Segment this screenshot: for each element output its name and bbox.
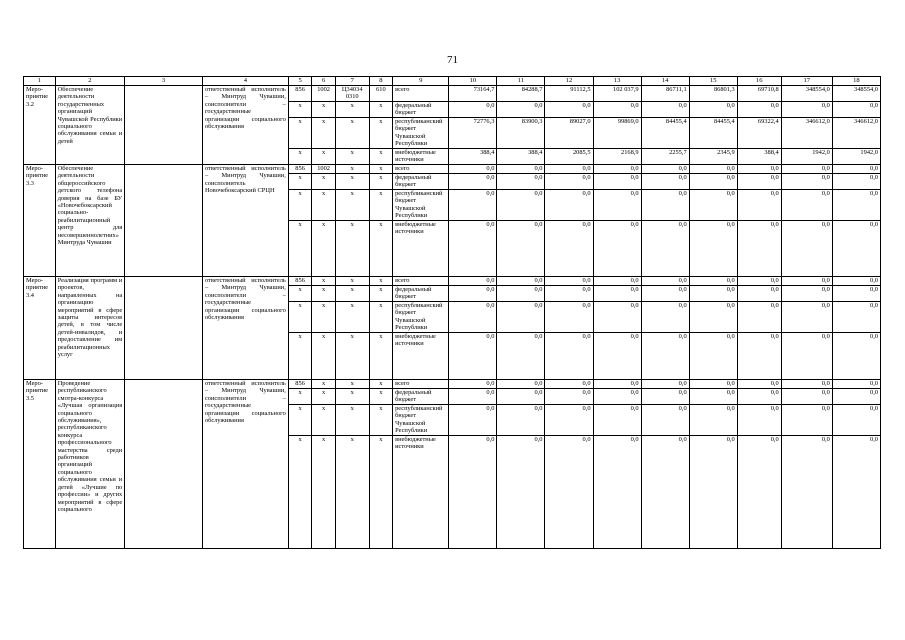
header-cell: 7 — [335, 77, 369, 86]
header-cell: 3 — [125, 77, 203, 86]
code-section: x — [312, 221, 336, 277]
funding-value: 0,0 — [832, 286, 880, 302]
funding-source: федеральный бюджет — [393, 389, 449, 405]
funding-value: 0,0 — [449, 302, 497, 333]
code-target-article: x — [335, 286, 369, 302]
funding-value: 0,0 — [737, 277, 781, 286]
code-section: 1002 — [312, 86, 336, 102]
funding-source: всего — [393, 165, 449, 174]
code-grbs: x — [288, 149, 312, 165]
funding-value: 0,0 — [781, 333, 832, 380]
funding-value: 346612,0 — [781, 118, 832, 149]
code-grbs: x — [288, 174, 312, 190]
measure-name: Меро-приятие 3.2 — [24, 86, 56, 165]
funding-source: федеральный бюджет — [393, 174, 449, 190]
code-grbs: x — [288, 221, 312, 277]
funding-value: 0,0 — [689, 221, 737, 277]
funding-value: 0,0 — [641, 286, 689, 302]
funding-value: 0,0 — [497, 436, 545, 549]
funding-value: 0,0 — [832, 174, 880, 190]
code-section: x — [312, 302, 336, 333]
header-cell: 17 — [781, 77, 832, 86]
code-target-article: x — [335, 302, 369, 333]
header-cell: 6 — [312, 77, 336, 86]
code-section: x — [312, 389, 336, 405]
funding-value: 0,0 — [689, 190, 737, 221]
funding-value: 0,0 — [689, 333, 737, 380]
funding-value: 0,0 — [593, 302, 641, 333]
measure-col3 — [125, 86, 203, 165]
code-expense-type: x — [369, 302, 393, 333]
funding-value: 84288,7 — [497, 86, 545, 102]
funding-value: 346612,0 — [832, 118, 880, 149]
funding-value: 0,0 — [781, 190, 832, 221]
funding-value: 0,0 — [545, 380, 593, 389]
header-cell: 10 — [449, 77, 497, 86]
funding-value: 0,0 — [689, 380, 737, 389]
funding-value: 0,0 — [449, 286, 497, 302]
header-cell: 16 — [737, 77, 781, 86]
code-expense-type: x — [369, 221, 393, 277]
funding-value: 0,0 — [689, 405, 737, 436]
funding-value: 0,0 — [449, 174, 497, 190]
code-section: x — [312, 102, 336, 118]
funding-value: 0,0 — [545, 102, 593, 118]
funding-value: 0,0 — [449, 333, 497, 380]
funding-value: 0,0 — [689, 277, 737, 286]
funding-value: 0,0 — [781, 436, 832, 549]
funding-value: 0,0 — [641, 405, 689, 436]
funding-value: 0,0 — [593, 389, 641, 405]
funding-value: 0,0 — [832, 380, 880, 389]
funding-value: 0,0 — [497, 286, 545, 302]
funding-value: 0,0 — [781, 277, 832, 286]
code-expense-type: x — [369, 333, 393, 380]
code-target-article: x — [335, 277, 369, 286]
funding-value: 0,0 — [497, 221, 545, 277]
funding-value: 0,0 — [641, 190, 689, 221]
funding-source: всего — [393, 86, 449, 102]
funding-value: 0,0 — [737, 380, 781, 389]
funding-value: 89027,0 — [545, 118, 593, 149]
measure-description: Проведение республиканского смотра-конкурса «Лучшая организация социального обслуживания», республиканского конкурса профессионального мастерства среди работников организаций социального обслуживания семьи и детей «Лучшие по профессии» и других мероприятий в сфере социального — [55, 380, 125, 549]
code-expense-type: x — [369, 174, 393, 190]
funding-value: 0,0 — [832, 165, 880, 174]
code-section: x — [312, 118, 336, 149]
funding-value: 0,0 — [781, 286, 832, 302]
code-expense-type: x — [369, 389, 393, 405]
code-expense-type: x — [369, 165, 393, 174]
funding-value: 0,0 — [545, 302, 593, 333]
funding-value: 0,0 — [545, 165, 593, 174]
funding-value: 0,0 — [449, 389, 497, 405]
funding-value: 0,0 — [545, 277, 593, 286]
funding-value: 0,0 — [497, 405, 545, 436]
funding-value: 0,0 — [593, 436, 641, 549]
header-cell: 12 — [545, 77, 593, 86]
funding-value: 0,0 — [497, 389, 545, 405]
table-body — [24, 77, 881, 549]
header-cell: 9 — [393, 77, 449, 86]
code-grbs: 856 — [288, 165, 312, 174]
code-target-article: x — [335, 118, 369, 149]
funding-value: 72776,3 — [449, 118, 497, 149]
funding-value: 348554,0 — [781, 86, 832, 102]
code-expense-type: x — [369, 286, 393, 302]
header-cell: 13 — [593, 77, 641, 86]
funding-value: 0,0 — [689, 302, 737, 333]
header-cell: 14 — [641, 77, 689, 86]
funding-value: 0,0 — [545, 333, 593, 380]
funding-value: 0,0 — [737, 165, 781, 174]
funding-source: республиканский бюджет Чувашской Республики — [393, 302, 449, 333]
funding-value: 0,0 — [781, 380, 832, 389]
funding-value: 0,0 — [641, 102, 689, 118]
funding-value: 86801,3 — [689, 86, 737, 102]
code-grbs: 856 — [288, 86, 312, 102]
funding-value: 0,0 — [737, 102, 781, 118]
measure-name: Меро-приятие 3.3 — [24, 165, 56, 277]
code-target-article: x — [335, 333, 369, 380]
funding-source: республиканский бюджет Чувашской Республики — [393, 405, 449, 436]
code-section: x — [312, 286, 336, 302]
funding-value: 0,0 — [593, 333, 641, 380]
header-cell: 2 — [55, 77, 125, 86]
funding-value: 0,0 — [593, 380, 641, 389]
funding-value: 0,0 — [545, 286, 593, 302]
funding-value: 0,0 — [449, 190, 497, 221]
code-section: 1002 — [312, 165, 336, 174]
funding-value: 0,0 — [737, 405, 781, 436]
funding-value: 0,0 — [497, 333, 545, 380]
code-target-article: x — [335, 190, 369, 221]
funding-value: 2085,5 — [545, 149, 593, 165]
funding-value: 0,0 — [641, 389, 689, 405]
funding-value: 0,0 — [449, 380, 497, 389]
responsible-executor: ответственный исполнитель – Минтруд Чувашии, соисполнители – государственные организации социального обслуживания — [202, 277, 288, 380]
code-expense-type: x — [369, 380, 393, 389]
header-cell: 18 — [832, 77, 880, 86]
funding-value: 0,0 — [832, 190, 880, 221]
funding-value: 348554,0 — [832, 86, 880, 102]
funding-value: 0,0 — [689, 165, 737, 174]
funding-value: 1942,0 — [781, 149, 832, 165]
funding-value: 0,0 — [641, 436, 689, 549]
funding-value: 0,0 — [641, 174, 689, 190]
funding-value: 0,0 — [641, 333, 689, 380]
funding-value: 2345,9 — [689, 149, 737, 165]
page-number: 71 — [447, 54, 458, 66]
funding-value: 0,0 — [689, 102, 737, 118]
funding-value: 99869,0 — [593, 118, 641, 149]
funding-value: 0,0 — [593, 277, 641, 286]
funding-source: всего — [393, 277, 449, 286]
header-cell: 11 — [497, 77, 545, 86]
funding-value: 0,0 — [497, 190, 545, 221]
funding-value: 0,0 — [737, 190, 781, 221]
funding-value: 69322,4 — [737, 118, 781, 149]
funding-source: всего — [393, 380, 449, 389]
funding-value: 0,0 — [545, 174, 593, 190]
funding-value: 0,0 — [832, 277, 880, 286]
header-cell: 8 — [369, 77, 393, 86]
funding-value: 0,0 — [832, 221, 880, 277]
funding-value: 0,0 — [641, 380, 689, 389]
code-grbs: x — [288, 436, 312, 549]
funding-value: 0,0 — [737, 221, 781, 277]
funding-value: 0,0 — [832, 333, 880, 380]
budget-table — [23, 76, 881, 549]
funding-value: 0,0 — [737, 286, 781, 302]
code-expense-type: x — [369, 149, 393, 165]
funding-value: 0,0 — [737, 389, 781, 405]
funding-value: 0,0 — [497, 102, 545, 118]
funding-value: 0,0 — [593, 286, 641, 302]
funding-source: республиканский бюджет Чувашской Республики — [393, 190, 449, 221]
funding-value: 0,0 — [781, 302, 832, 333]
header-cell: 15 — [689, 77, 737, 86]
funding-value: 0,0 — [832, 436, 880, 549]
funding-value: 0,0 — [593, 174, 641, 190]
funding-value: 0,0 — [593, 165, 641, 174]
funding-value: 0,0 — [832, 389, 880, 405]
funding-value: 0,0 — [545, 190, 593, 221]
funding-value: 388,4 — [737, 149, 781, 165]
code-grbs: x — [288, 333, 312, 380]
funding-value: 388,4 — [497, 149, 545, 165]
code-target-article: Ц34034 0310 — [335, 86, 369, 102]
measure-name: Меро-приятие 3.5 — [24, 380, 56, 549]
measure-description: Обеспечение деятельности государственных организаций Чувашской Республики социального обслуживания семьи и детей — [55, 86, 125, 165]
code-expense-type: x — [369, 277, 393, 286]
funding-value: 84455,4 — [689, 118, 737, 149]
funding-value: 0,0 — [737, 436, 781, 549]
code-section: x — [312, 149, 336, 165]
code-grbs: x — [288, 118, 312, 149]
funding-source: республиканский бюджет Чувашской Республики — [393, 118, 449, 149]
code-target-article: x — [335, 165, 369, 174]
funding-value: 0,0 — [737, 174, 781, 190]
funding-source: внебюджетные источники — [393, 436, 449, 549]
funding-value: 0,0 — [497, 165, 545, 174]
funding-value: 0,0 — [832, 102, 880, 118]
funding-value: 0,0 — [689, 436, 737, 549]
funding-value: 0,0 — [545, 436, 593, 549]
funding-value: 0,0 — [497, 380, 545, 389]
funding-source: федеральный бюджет — [393, 286, 449, 302]
table-row — [24, 277, 881, 286]
code-expense-type: x — [369, 405, 393, 436]
funding-value: 69710,8 — [737, 86, 781, 102]
funding-value: 0,0 — [497, 277, 545, 286]
funding-source: федеральный бюджет — [393, 102, 449, 118]
funding-value: 73164,7 — [449, 86, 497, 102]
funding-value: 0,0 — [641, 221, 689, 277]
funding-value: 0,0 — [737, 302, 781, 333]
responsible-executor: ответственный исполнитель – Минтруд Чувашии, соисполнители – государственные организации социального обслуживания — [202, 86, 288, 165]
code-expense-type: 610 — [369, 86, 393, 102]
funding-value: 0,0 — [449, 102, 497, 118]
funding-value: 0,0 — [449, 277, 497, 286]
code-expense-type: x — [369, 102, 393, 118]
measure-col3 — [125, 277, 203, 380]
table-row — [24, 165, 881, 174]
measure-description: Реализация программ и проектов, направленных на организацию мероприятий в сфере защиты интересов детей, в том числе детей-инвалидов, и предоставление им реабилитационных услуг — [55, 277, 125, 380]
measure-col3 — [125, 380, 203, 549]
code-target-article: x — [335, 221, 369, 277]
funding-value: 0,0 — [832, 405, 880, 436]
funding-value: 0,0 — [593, 405, 641, 436]
code-section: x — [312, 190, 336, 221]
code-grbs: x — [288, 389, 312, 405]
code-target-article: x — [335, 380, 369, 389]
funding-value: 0,0 — [781, 165, 832, 174]
code-target-article: x — [335, 436, 369, 549]
code-grbs: x — [288, 405, 312, 436]
funding-value: 0,0 — [449, 221, 497, 277]
funding-value: 0,0 — [689, 286, 737, 302]
funding-value: 0,0 — [689, 389, 737, 405]
code-expense-type: x — [369, 436, 393, 549]
funding-value: 86711,1 — [641, 86, 689, 102]
table-row — [24, 380, 881, 389]
funding-source: внебюджетные источники — [393, 333, 449, 380]
funding-value: 83900,3 — [497, 118, 545, 149]
code-grbs: x — [288, 286, 312, 302]
table-row — [24, 86, 881, 102]
code-grbs: 856 — [288, 380, 312, 389]
code-section: x — [312, 333, 336, 380]
funding-value: 0,0 — [449, 436, 497, 549]
funding-value: 0,0 — [641, 302, 689, 333]
code-expense-type: x — [369, 118, 393, 149]
funding-value: 0,0 — [689, 174, 737, 190]
funding-value: 0,0 — [593, 221, 641, 277]
code-section: x — [312, 380, 336, 389]
funding-source: внебюджетные источники — [393, 221, 449, 277]
funding-value: 0,0 — [641, 277, 689, 286]
funding-value: 0,0 — [545, 389, 593, 405]
code-grbs: x — [288, 102, 312, 118]
funding-value: 0,0 — [832, 302, 880, 333]
responsible-executor: ответственный исполнитель – Минтруд Чувашии, соисполнитель Новочебоксарский СРЦН — [202, 165, 288, 277]
code-grbs: x — [288, 302, 312, 333]
code-section: x — [312, 174, 336, 190]
funding-value: 0,0 — [593, 190, 641, 221]
funding-value: 0,0 — [545, 221, 593, 277]
code-grbs: 856 — [288, 277, 312, 286]
code-section: x — [312, 277, 336, 286]
responsible-executor: ответственный исполнитель – Минтруд Чувашии, соисполнители – государственные организации социального обслуживания — [202, 380, 288, 549]
funding-value: 388,4 — [449, 149, 497, 165]
code-target-article: x — [335, 174, 369, 190]
funding-value: 0,0 — [497, 302, 545, 333]
funding-value: 2168,9 — [593, 149, 641, 165]
code-section: x — [312, 405, 336, 436]
funding-value: 0,0 — [545, 405, 593, 436]
header-row — [24, 77, 881, 86]
measure-description: Обеспечение деятельности общероссийского детского телефона доверия на базе БУ «Новочебоксарский социально-реабилитационный центр для несовершеннолетних» Минтруда Чувашии — [55, 165, 125, 277]
funding-value: 84455,4 — [641, 118, 689, 149]
code-expense-type: x — [369, 190, 393, 221]
code-target-article: x — [335, 389, 369, 405]
funding-value: 0,0 — [781, 405, 832, 436]
funding-value: 0,0 — [449, 405, 497, 436]
code-grbs: x — [288, 190, 312, 221]
header-cell: 4 — [202, 77, 288, 86]
code-target-article: x — [335, 149, 369, 165]
funding-value: 91112,5 — [545, 86, 593, 102]
header-cell: 1 — [24, 77, 56, 86]
funding-value: 0,0 — [781, 102, 832, 118]
header-cell: 5 — [288, 77, 312, 86]
funding-value: 0,0 — [781, 221, 832, 277]
funding-value: 0,0 — [641, 165, 689, 174]
measure-name: Меро-приятие 3.4 — [24, 277, 56, 380]
code-section: x — [312, 436, 336, 549]
funding-source: внебюджетные источники — [393, 149, 449, 165]
funding-value: 0,0 — [449, 165, 497, 174]
funding-value: 1942,0 — [832, 149, 880, 165]
code-target-article: x — [335, 405, 369, 436]
funding-value: 0,0 — [737, 333, 781, 380]
funding-value: 102 037,9 — [593, 86, 641, 102]
funding-value: 0,0 — [593, 102, 641, 118]
funding-value: 0,0 — [781, 389, 832, 405]
funding-value: 0,0 — [497, 174, 545, 190]
code-target-article: x — [335, 102, 369, 118]
measure-col3 — [125, 165, 203, 277]
funding-value: 0,0 — [781, 174, 832, 190]
funding-value: 2255,7 — [641, 149, 689, 165]
